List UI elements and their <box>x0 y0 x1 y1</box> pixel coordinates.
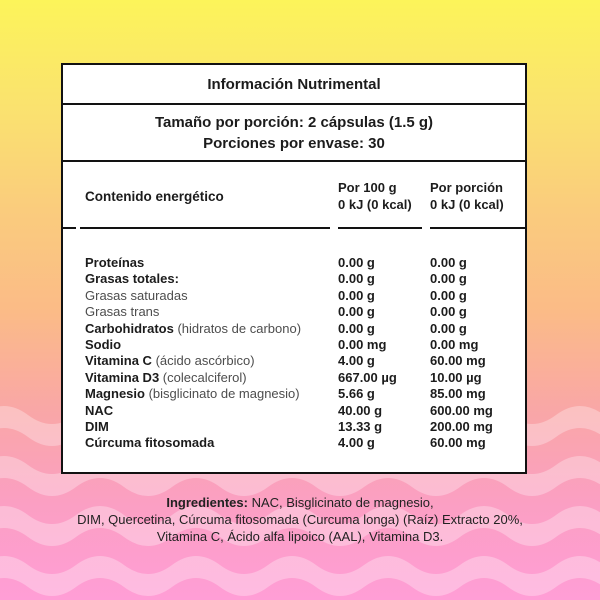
table-row <box>85 337 525 353</box>
per-serving-value-cell: 0.00 g <box>430 255 467 270</box>
divider-segment <box>80 227 330 229</box>
per-serving-value-cell: 0.00 g <box>430 304 467 320</box>
per-100g-value-cell: 13.33 g <box>338 419 383 435</box>
per-serving-value-cell: 60.00 mg <box>430 353 486 369</box>
nutrient-name-cell: Magnesio (bisglicinato de magnesio) <box>85 386 300 402</box>
per-serving-value-cell: 600.00 mg <box>430 402 493 418</box>
nutrient-name-cell: Vitamina D3 (colecalciferol) <box>85 369 247 385</box>
per-100g-value-cell: 0.00 mg <box>338 337 387 353</box>
nutrient-name-cell: Cúrcuma fitosomada <box>85 435 215 451</box>
divider-segment <box>430 227 525 229</box>
table-row <box>85 321 525 337</box>
per-serving-value-cell: 85.00 mg <box>430 386 486 402</box>
header-divider <box>85 227 525 229</box>
per-serving-value-cell: 10.00 µg <box>430 369 482 385</box>
per-100g-value-cell: 0.00 g <box>338 287 375 303</box>
per-100g-energy-value: 0 kJ (0 kcal) <box>338 197 412 212</box>
servings-per-container-line: Porciones por envase: 30 <box>203 134 385 152</box>
energy-content-label: Contenido energético <box>85 188 224 204</box>
per-100g-title: Por 100 g <box>338 180 397 195</box>
nutrient-name-cell: NAC <box>85 402 114 418</box>
nutrient-name-cell: Proteínas <box>85 255 145 270</box>
nutrient-name-cell: Vitamina C (ácido ascórbico) <box>85 353 255 369</box>
table-row <box>85 271 525 287</box>
per-100g-value-cell: 5.66 g <box>338 386 375 402</box>
divider-segment <box>338 227 422 229</box>
per-100g-column-header <box>338 179 422 213</box>
nutrient-name-cell: DIM <box>85 419 109 435</box>
per-100g-value-cell: 0.00 g <box>338 304 375 320</box>
per-serving-title: Por porción <box>430 180 503 195</box>
per-serving-column-header <box>430 179 525 213</box>
per-serving-value-cell: 0.00 mg <box>430 337 479 353</box>
ingredients-line-1 <box>0 494 600 511</box>
serving-info-section <box>63 105 525 162</box>
per-100g-value-cell: 0.00 g <box>338 271 375 287</box>
per-serving-value-cell: 0.00 g <box>430 320 467 336</box>
per-100g-value-cell: 4.00 g <box>338 435 375 451</box>
table-row <box>85 353 525 369</box>
serving-size-line: Tamaño por porción: 2 cápsulas (1.5 g) <box>154 113 434 131</box>
per-serving-value-cell: 0.00 g <box>430 271 467 287</box>
per-100g-value-cell: 4.00 g <box>338 353 375 369</box>
ingredients-block <box>0 494 600 545</box>
per-100g-value-cell: 40.00 g <box>338 402 383 418</box>
per-serving-value-cell: 60.00 mg <box>430 435 486 451</box>
table-row <box>85 288 525 304</box>
table-row <box>85 419 525 435</box>
table-row <box>85 435 525 451</box>
divider-stub <box>63 227 76 229</box>
nutrient-name-cell: Grasas trans <box>85 304 160 320</box>
per-100g-value-cell: 0.00 g <box>338 320 375 336</box>
table-row <box>85 386 525 402</box>
per-100g-value-cell: 667.00 µg <box>338 369 397 385</box>
nutrient-name-cell: Grasas saturadas <box>85 287 188 303</box>
table-row <box>85 403 525 419</box>
per-serving-energy-value: 0 kJ (0 kcal) <box>430 197 504 212</box>
ingredients-line-3: Vitamina C, Ácido alfa lipoico (AAL), Vitamina D3. <box>156 529 444 544</box>
per-100g-value-cell: 0.00 g <box>338 255 375 270</box>
nutrition-label-card <box>61 63 527 474</box>
nutrition-label-title: Información Nutrimental <box>63 65 525 105</box>
table-row <box>85 304 525 320</box>
ingredients-line-2: DIM, Quercetina, Cúrcuma fitosomada (Curcuma longa) (Raíz) Extracto 20%, <box>77 512 523 527</box>
per-serving-value-cell: 200.00 mg <box>430 419 493 435</box>
per-serving-value-cell: 0.00 g <box>430 287 467 303</box>
ingredients-line-1-text: NAC, Bisglicinato de magnesio, <box>247 495 434 510</box>
ingredients-label: Ingredientes: <box>166 495 248 510</box>
table-row <box>85 255 525 271</box>
nutrient-name-cell: Sodio <box>85 337 122 353</box>
nutrition-rows <box>85 255 525 452</box>
nutrient-name-cell: Grasas totales: <box>85 271 179 287</box>
nutrition-table-section <box>63 162 525 452</box>
energy-header-row <box>85 179 525 227</box>
nutrient-name-cell: Carbohidratos (hidratos de carbono) <box>85 320 302 336</box>
table-row <box>85 370 525 386</box>
